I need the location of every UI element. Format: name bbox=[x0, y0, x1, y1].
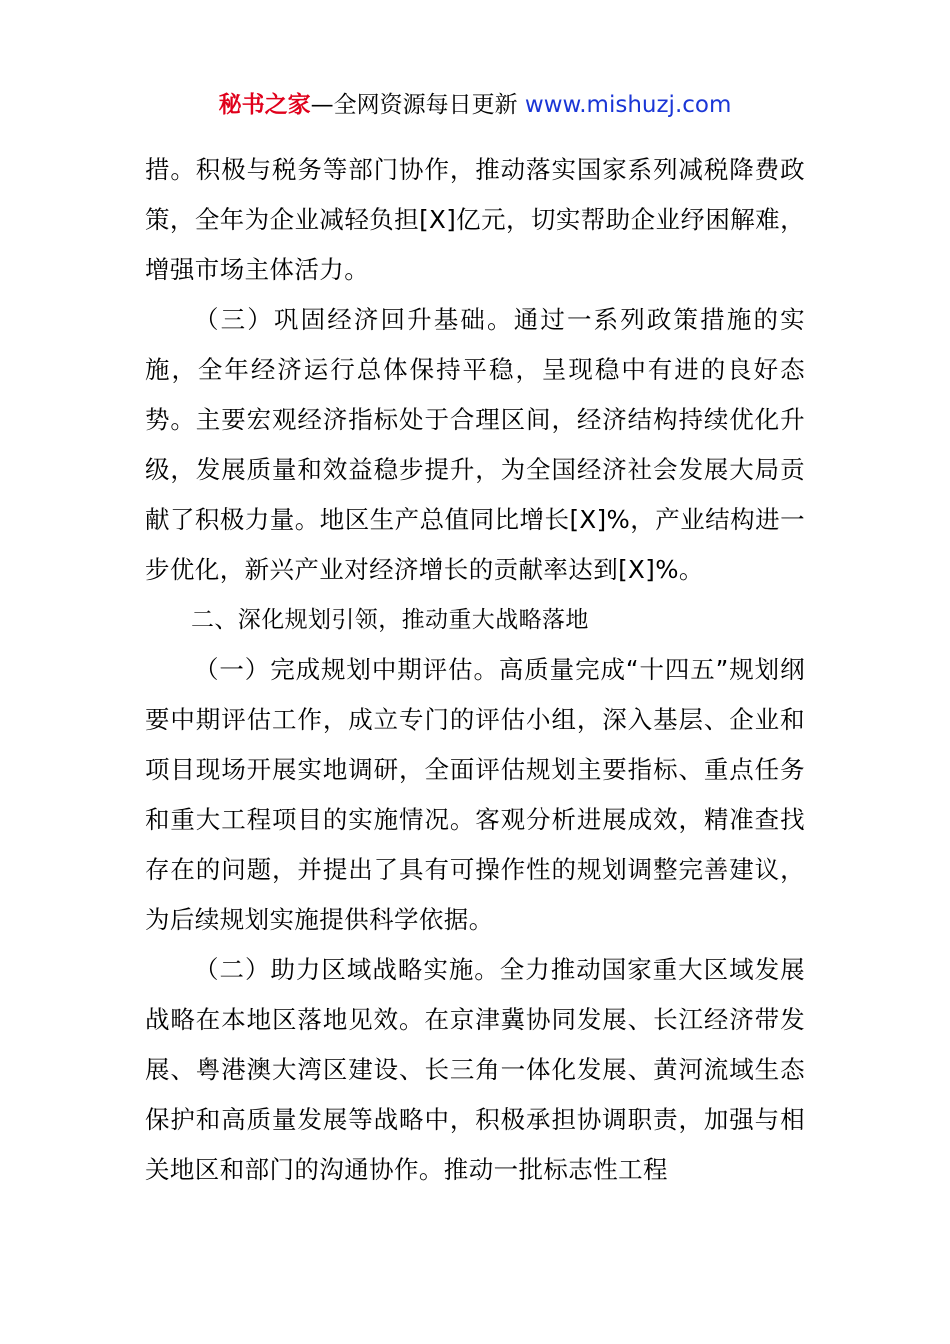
section-heading: 二、深化规划引领，推动重大战略落地 bbox=[191, 607, 589, 633]
page-header bbox=[0, 88, 950, 122]
brand-name: 秘书之家 bbox=[218, 92, 311, 118]
body-paragraph: 措。积极与税务等部门协作，推动落实国家系列减税降费政策，全年为企业减轻负担[X]亿元，切实帮助企业纾困解难，增强市场主体活力。 bbox=[145, 155, 805, 284]
body-paragraph: （三）巩固经济回升基础。通过一系列政策措施的实施，全年经济运行总体保持平稳，呈现稳中有进的良好态势。主要宏观经济指标处于合理区间，经济结构持续优化升级，发展质量和效益稳步提升，为全国经济社会发展大局贡献了积极力量。地区生产总值同比增长[X]%，产业结构进一步优化，新兴产业对经济增长的贡献率达到[X]%。 bbox=[145, 305, 805, 584]
body-paragraph: （二）助力区域战略实施。全力推动国家重大区域发展战略在本地区落地见效。在京津冀协同发展、长江经济带发展、粤港澳大湾区建设、长三角一体化发展、黄河流域生态保护和高质量发展等战略中，积极承担协调职责，加强与相关地区和部门的沟通协作。推动一批标志性工程 bbox=[145, 955, 805, 1184]
header-tagline: —全网资源每日更新 bbox=[310, 92, 525, 118]
document-body bbox=[145, 145, 805, 1195]
site-url-link[interactable]: www.mishuzj.com bbox=[524, 92, 732, 118]
body-paragraph: （一）完成规划中期评估。高质量完成“十四五”规划纲要中期评估工作，成立专门的评估小组，深入基层、企业和项目现场开展实地调研，全面评估规划主要指标、重点任务和重大工程项目的实施情况。客观分析进展成效，精准查找存在的问题，并提出了具有可操作性的规划调整完善建议，为后续规划实施提供科学依据。 bbox=[145, 655, 805, 934]
